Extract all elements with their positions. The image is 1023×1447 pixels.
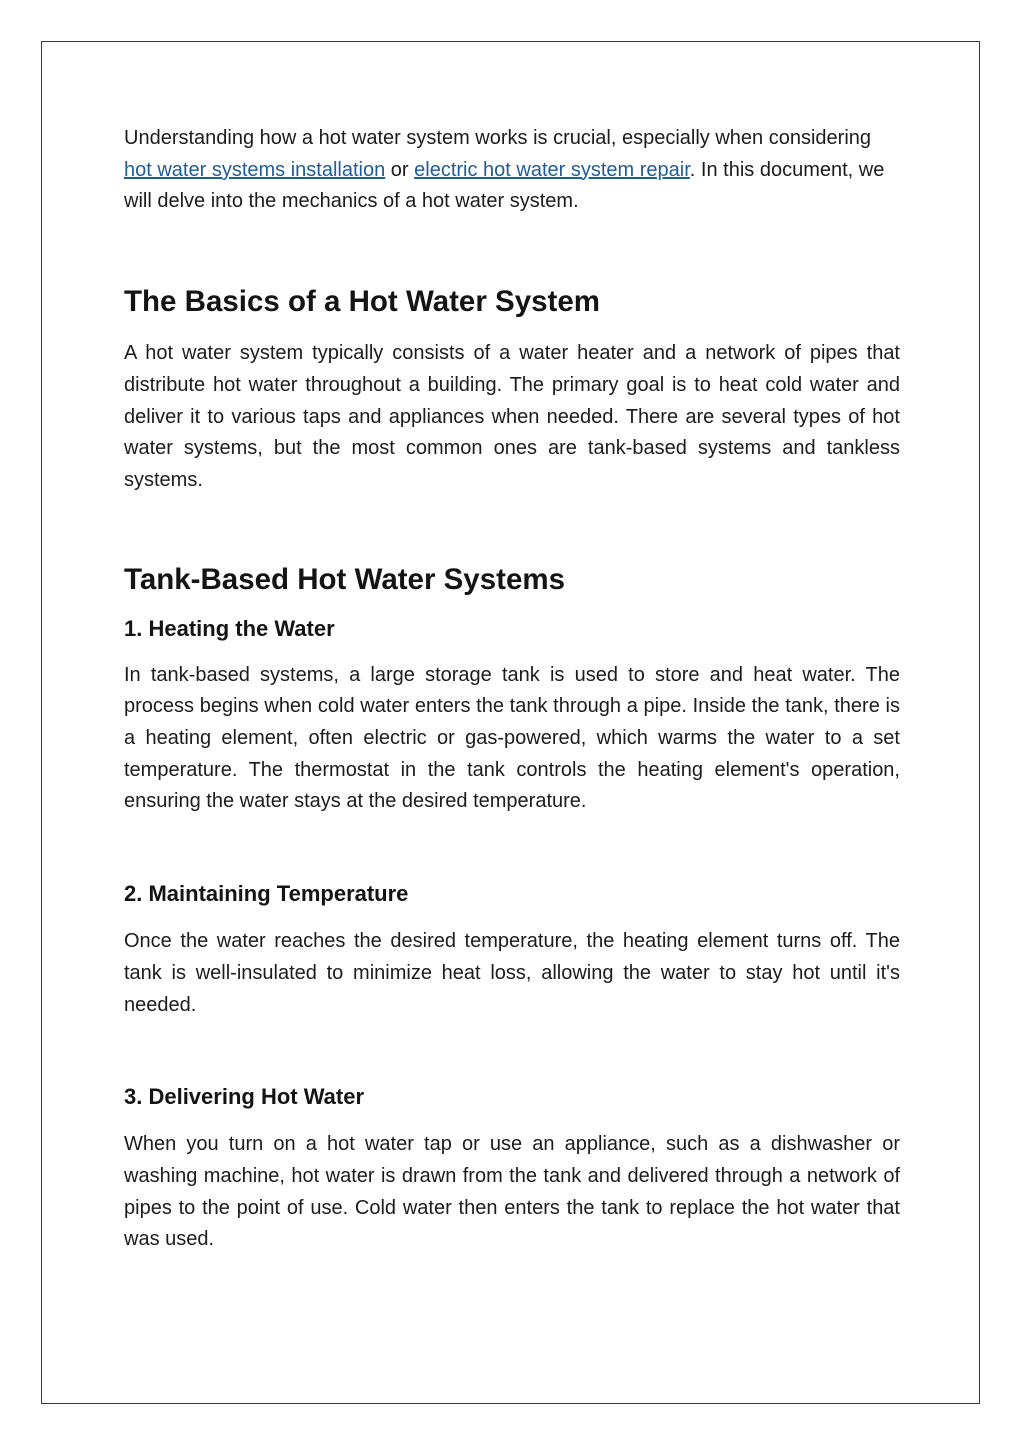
link-electric-hot-water-system-repair[interactable]: electric hot water system repair xyxy=(414,158,690,181)
basics-paragraph: A hot water system typically consists of a water heater and a network of pipes that distribute hot water throughout a building. The primary goal is to heat cold water and deliver it to various taps and appliances when needed. There are several types of hot water systems, but the most common ones are tank-based systems and tankless systems. xyxy=(124,342,900,491)
delivering-paragraph: When you turn on a hot water tap or use an appliance, such as a dishwasher or washing machine, hot water is drawn from the tank and delivered through a network of pipes to the point of use. Cold water then enters the tank to replace the hot water that was used. xyxy=(124,1133,900,1251)
subheading-heating-the-water: 1. Heating the Water xyxy=(124,615,335,641)
intro-text-middle: or xyxy=(385,158,415,181)
subheading-maintaining-temperature: 2. Maintaining Temperature xyxy=(124,881,409,907)
intro-text-before: Understanding how a hot water system works is crucial, especially when considering xyxy=(124,127,872,149)
document-body xyxy=(124,123,900,1256)
maintaining-paragraph: Once the water reaches the desired temperature, the heating element turns off. The tank is well-insulated to minimize heat loss, allowing the water to stay hot until it's needed. xyxy=(124,930,900,1016)
subheading-delivering-hot-water: 3. Delivering Hot Water xyxy=(124,1084,365,1110)
heading-basics: The Basics of a Hot Water System xyxy=(124,285,600,319)
intro-paragraph xyxy=(124,123,900,218)
intro-text-after: . In this document, we will delve into the mechanics of a hot water system. xyxy=(124,158,885,213)
heating-paragraph: In tank-based systems, a large storage tank is used to store and heat water. The process begins when cold water enters the tank through a pipe. Inside the tank, there is a heating element, often electric or gas-powered, which warms the water to a set temperature. The thermostat in the tank controls the heating element's operation, ensuring the water stays at the desired temperature. xyxy=(124,663,900,813)
link-hot-water-systems-installation[interactable]: hot water systems installation xyxy=(124,158,386,181)
heading-tank-based: Tank-Based Hot Water Systems xyxy=(124,562,565,596)
